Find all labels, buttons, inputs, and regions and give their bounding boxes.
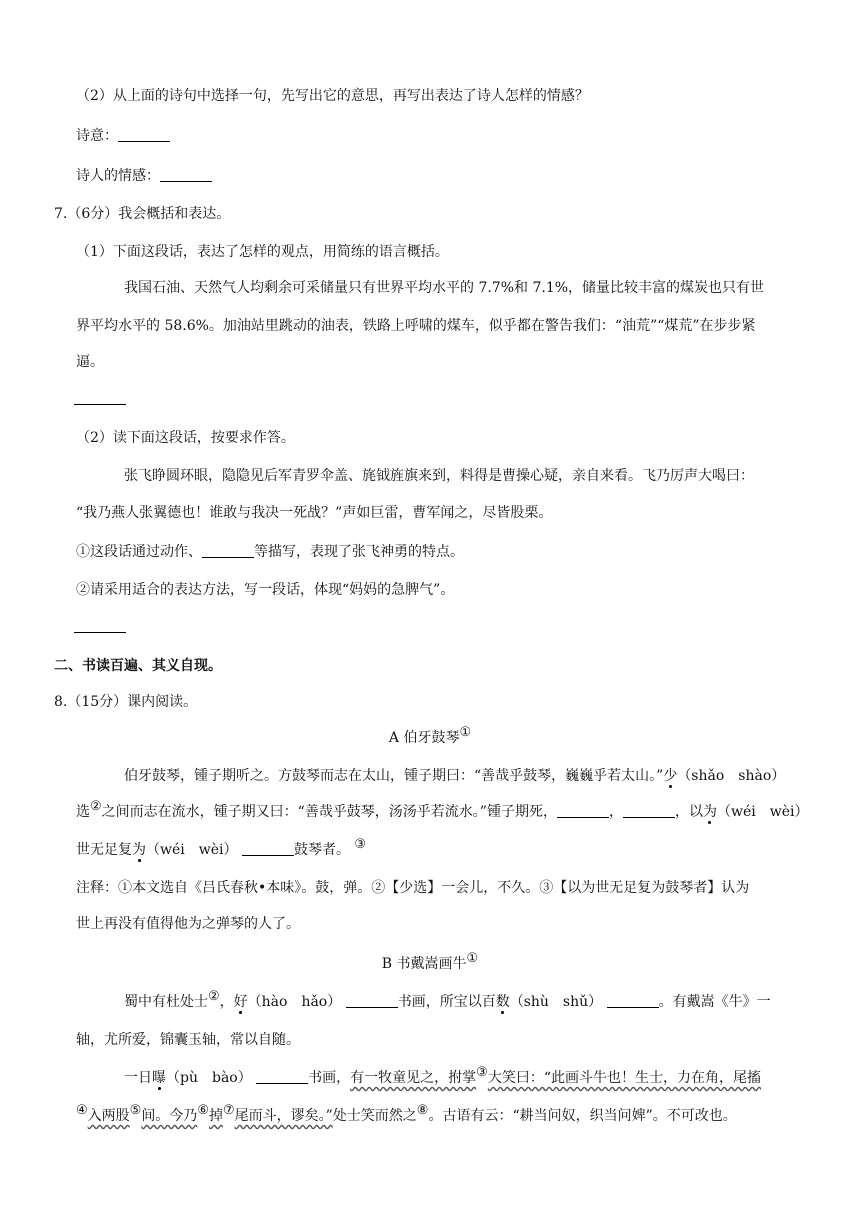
wavy-underlined-text: 尾而斗，谬矣。” [234,1108,333,1124]
meaning-blank[interactable] [118,127,170,142]
q7-passage1-line2: 界平均水平的 58.6%。加油站里跳动的油表，铁路上呼啸的煤车，似乎都在警告我们：“油荒”“煤荒”在步步紧 [76,318,756,334]
section-2-heading: 二、书读百遍、其义自现。 [54,658,222,674]
wavy-underlined-text: 间。今乃 [141,1108,198,1124]
dotted-char: 数 [495,994,510,1010]
emotion-blank[interactable] [160,167,212,182]
q7-passage1-line3: 逼。 [76,354,104,370]
wavy-underlined-text: 入两股 [87,1108,130,1124]
footnote-mark: ⑧ [416,1103,429,1118]
q7-item1 [76,542,464,562]
footnote-mark: ③ [354,837,367,852]
passage-a-text: ， [608,804,623,820]
passage-a-text: 伯牙鼓琴，锺子期听之。方鼓琴而志在太山，锺子期曰：“善哉乎鼓琴，巍巍乎若太山。” [124,768,664,784]
passage-b-line2: 轴，尤所爱，锦囊玉轴，常以自随。 [76,1032,300,1048]
q6-meaning-line [76,126,170,146]
passage-a-text: 选 [76,804,90,820]
passage-a-text: 之间而志在流水，锺子期又曰：“善哉乎鼓琴，汤汤乎若流水。”锺子期死， [101,804,557,820]
passage-a-line2 [76,799,809,823]
q7-passage2-line2: “我乃燕人张翼德也！谁敢与我决一死战？”声如巨雷，曹军闻之，尽皆股栗。 [76,505,553,521]
dotted-char: 少 [663,768,678,784]
footnote-mark: ④ [76,1103,88,1118]
meaning-label: 诗意： [76,128,118,144]
q7-item1-text-a: ①这段话通过动作、 [76,544,202,560]
passage-a-line1 [124,766,785,786]
footnote-mark: ⑤ [129,1103,142,1118]
q7-passage1-line1: 我国石油、天然气人均剩余可采储量只有世界平均水平的 7.7%和 7.1%，储量比较丰富的煤炭也只有世 [124,280,765,296]
dotted-char: 曝 [152,1070,166,1086]
passage-a-text: 世无足复 [76,842,132,858]
q6-sub2: （2）从上面的诗句中选择一句，先写出它的意思，再写出表达了诗人怎样的情感？ [76,88,589,104]
passage-b-title-text: B 书戴嵩画牛 [381,956,467,972]
footnote-mark: ③ [476,1065,488,1080]
passage-b-text: 书画， [308,1070,351,1086]
q7-sub1: （1）下面这段话，表达了怎样的观点，用简练的语言概括。 [76,244,449,260]
passage-b-title [0,951,860,975]
pinyin-choice[interactable]: （pù bào） [166,1070,252,1086]
pinyin-choice[interactable]: （shǎo shào） [677,768,786,784]
wavy-underlined-text: 有一牧童见之，拊掌 [350,1070,477,1086]
answer-blank-8-a-2[interactable] [623,803,675,818]
passage-a-text: ，以 [674,804,703,820]
pinyin-choice[interactable]: （wéi wèi） [146,842,238,858]
footnote-mark: ⑥ [197,1103,209,1118]
answer-blank-7-2-2[interactable] [74,632,126,633]
footnote-mark: ① [459,725,472,740]
passage-a-title-text: A 伯牙鼓琴 [388,730,460,746]
passage-b-text: 蜀中有杜处士 [124,994,208,1010]
passage-a-notes-line2: 世上再没有值得他为之弹琴的人了。 [76,916,300,932]
q6-emotion-line [76,166,212,186]
passage-a-line3 [76,837,367,861]
footnote-mark: ② [208,989,220,1004]
q7-sub2: （2）读下面这段话，按要求作答。 [76,430,295,446]
passage-b-line3 [124,1065,761,1089]
passage-b-line4 [76,1103,737,1127]
q8-title: 8.（15分）课内阅读。 [54,694,198,710]
passage-a-notes-line1: 注释：①本文选自《吕氏春秋•本味》。鼓，弹。②【少选】一会儿，不久。③【以为世无足复为鼓琴者】认为 [76,880,750,896]
footnote-mark: ① [466,951,479,966]
answer-blank-8-b-1[interactable] [346,993,398,1008]
q7-item2: ②请采用适合的表达方法，写一段话，体现“妈妈的急脾气”。 [76,582,455,598]
emotion-label: 诗人的情感： [76,168,160,184]
answer-blank-8-b-3[interactable] [256,1069,308,1084]
answer-blank-7-1[interactable] [74,404,126,405]
answer-blank-8-b-2[interactable] [607,993,659,1008]
dotted-char: 为 [702,804,717,820]
answer-blank-7-2-1[interactable] [202,543,254,558]
footnote-mark: ② [90,799,102,814]
passage-b-text: ， [219,994,234,1010]
passage-b-text: 。有戴嵩《牛》一 [658,994,771,1010]
passage-b-text: 处士笑而然之 [332,1108,417,1124]
q7-title: 7.（6分）我会概括和表达。 [54,206,231,222]
passage-b-text: 书画，所宝以百 [397,994,496,1010]
wavy-underlined-text: 掉 [208,1108,223,1124]
passage-b-line1 [124,989,771,1013]
dotted-char: 为 [132,842,146,858]
q7-passage2-line1: 张飞睁圆环眼，隐隐见后军青罗伞盖、旄钺旌旗来到，料得是曹操心疑，亲自来看。飞乃厉声大喝曰： [124,468,754,484]
pinyin-choice[interactable]: （wéi wèi） [716,804,809,820]
q7-item1-text-b: 等描写，表现了张飞神勇的特点。 [254,544,464,560]
passage-a-text: 鼓琴者。 [293,842,350,858]
pinyin-choice[interactable]: （hào hǎo） [247,994,342,1010]
passage-a-title [0,725,860,749]
passage-b-text: 一日 [124,1070,152,1086]
footnote-mark: ⑦ [222,1103,235,1118]
wavy-underlined-text: 大笑曰：“此画斗牛也！生士，力在角，尾搐 [487,1070,761,1086]
answer-blank-8-a-1[interactable] [557,803,609,818]
pinyin-choice[interactable]: （shù shǔ） [509,994,603,1010]
answer-blank-8-a-3[interactable] [242,841,294,856]
passage-b-text: 。古语有云：“耕当问奴，织当问婢”。不可改也。 [428,1108,737,1124]
dotted-char: 好 [233,994,248,1010]
